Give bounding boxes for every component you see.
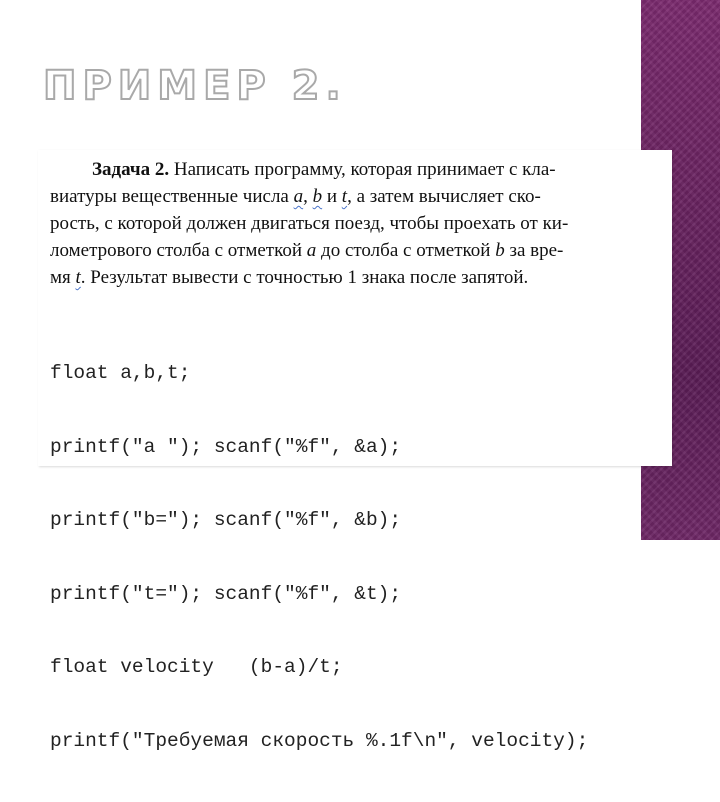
var-t: t: [341, 186, 348, 207]
task-line-1: Задача 2. Написать программу, которая принимает с кла-: [92, 159, 556, 180]
task-line-4: лометрового столба с отметкой a до столба с отметкой b за вре-: [50, 240, 564, 261]
slide-title: ПРИМЕР 2.: [43, 63, 347, 109]
task-label: Задача 2.: [92, 159, 170, 180]
var-b: b: [312, 186, 323, 207]
task-text: [50, 156, 672, 291]
var-t-2: t: [75, 267, 81, 288]
var-a-2: a: [306, 240, 317, 261]
code-line: printf("a "); scanf("%f", &a);: [50, 435, 402, 458]
code-line: printf("Требуемая скорость %.1f\n", velocity);: [50, 729, 589, 752]
var-a: a: [293, 186, 304, 207]
content-panel: [38, 150, 672, 752]
task-line-5: мя t. Результат вывести с точностью 1 знака после запятой.: [50, 267, 529, 288]
code-line: float velocity (b-a)/t;: [50, 656, 343, 678]
task-line-2: виатуры вещественные числа a, b и t, а затем вычисляет ско-: [50, 186, 541, 207]
code-line: printf("t="); scanf("%f", &t);: [50, 582, 402, 605]
code-line: float a,b,t;: [50, 362, 191, 384]
code-line: printf("b="); scanf("%f", &b);: [50, 509, 402, 531]
task-line-3: рость, с которой должен двигаться поезд, чтобы проехать от ки-: [50, 213, 569, 234]
code-block: [50, 312, 588, 802]
var-b-2: b: [495, 240, 505, 261]
